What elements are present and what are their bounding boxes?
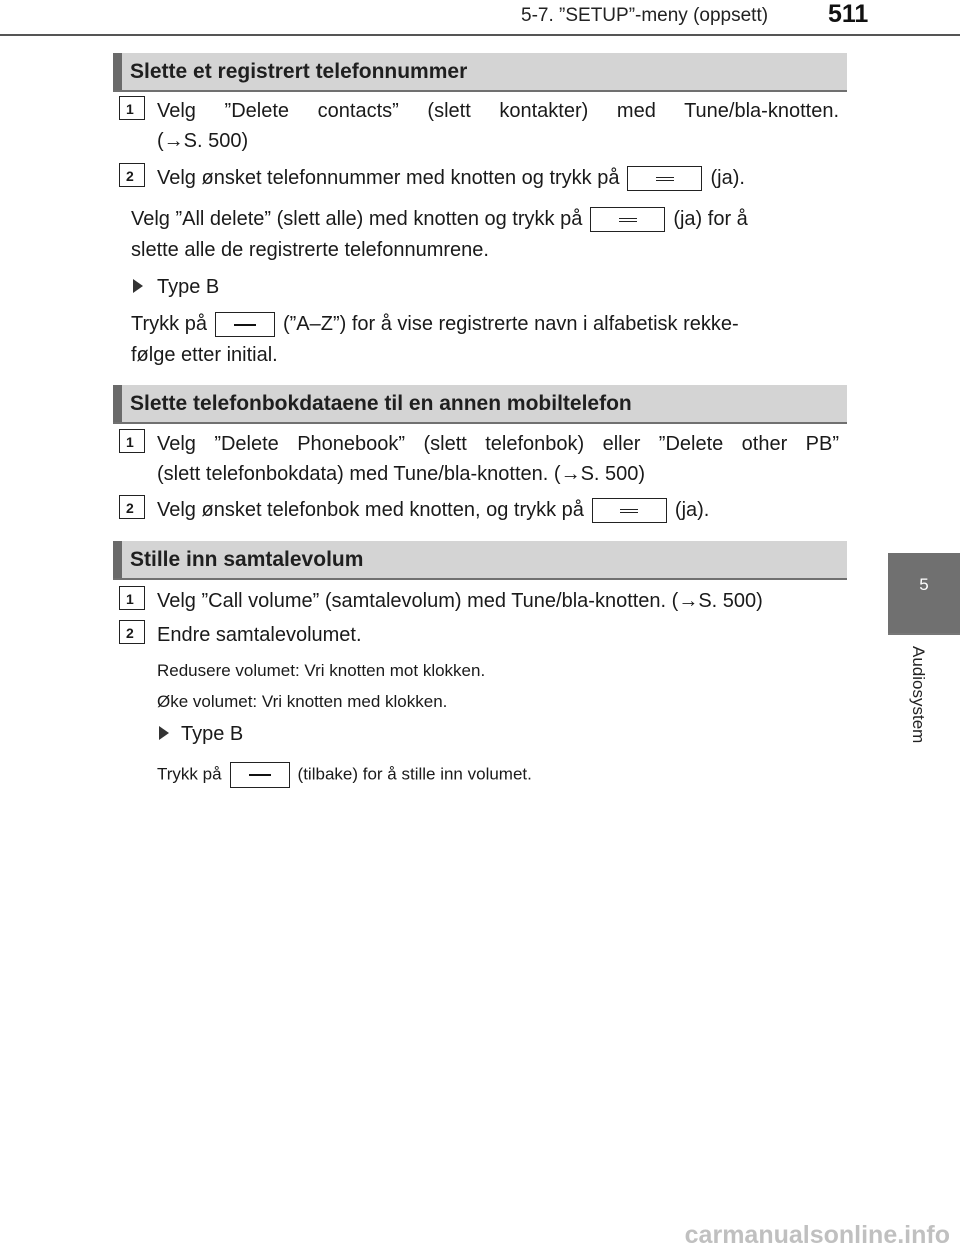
chapter-tab (888, 553, 960, 633)
step-text-suffix: (ja). (710, 167, 745, 189)
step-text-suffix: (ja). (674, 499, 710, 521)
type-text-continued: følge etter initial. (131, 344, 278, 366)
triangle-bullet-icon (133, 279, 143, 293)
back-button-icon (230, 762, 290, 788)
section-heading (113, 385, 847, 424)
type-text (131, 312, 739, 337)
step-text (157, 166, 745, 191)
yes-button-icon (592, 498, 667, 523)
type-prefix: Trykk på (131, 313, 207, 335)
step-number: 2 (119, 495, 145, 519)
section-title: Stille inn samtalevolum (130, 548, 364, 571)
step-text (157, 498, 709, 523)
step-text-main: Velg ønsket telefonbok med knotten, og trykk på (157, 499, 584, 521)
chapter-tab-divider (888, 633, 960, 635)
type-suffix: (tilbake) for å stille inn volumet. (297, 764, 532, 784)
type-prefix: Trykk på (157, 764, 222, 784)
note-suffix: (ja) for å (673, 208, 748, 230)
chapter-number: 5 (919, 575, 929, 594)
section-header: 5-7. ”SETUP”-meny (oppsett) (521, 5, 769, 26)
step-text: Endre samtalevolumet. (157, 624, 362, 646)
note-prefix: Velg ”All delete” (slett alle) med knotten og trykk på (131, 208, 583, 230)
section-title: Slette telefonbokdataene til en annen mobiltelefon (130, 392, 632, 415)
section-heading-bar (113, 541, 122, 578)
type-label: Type B (157, 276, 220, 298)
note-text-continued: slette alle de registrerte telefonnumrene. (131, 239, 489, 261)
header-divider (0, 34, 960, 36)
step-number: 1 (119, 429, 145, 453)
yes-button-icon (590, 207, 665, 232)
note-text (131, 207, 748, 232)
section-heading (113, 53, 847, 92)
dash-icon (249, 774, 271, 776)
step-text: Velg ”Call volume” (samtalevolum) med Tune/bla-knotten. (→S. 500) (157, 590, 763, 612)
type-label: Type B (181, 723, 244, 745)
step-text: Velg ”Delete Phonebook” (slett telefonbok) eller ”Delete other PB” (157, 433, 839, 455)
az-button-icon (215, 312, 275, 337)
section-title: Slette et registrert telefonnummer (130, 60, 468, 83)
step-text: Velg ”Delete contacts” (slett kontakter) med Tune/bla-knotten. (157, 100, 839, 122)
equals-icon (656, 177, 674, 181)
equals-icon (619, 218, 637, 222)
step-number: 2 (119, 620, 145, 644)
type-text (157, 762, 532, 788)
watermark: carmanualsonline.info (684, 1221, 950, 1249)
sub-text: Øke volumet: Vri knotten med klokken. (157, 692, 448, 711)
step-number: 1 (119, 586, 145, 610)
sub-text: Redusere volumet: Vri knotten mot klokken. (157, 661, 486, 680)
triangle-bullet-icon (159, 726, 169, 740)
type-suffix: (”A–Z”) for å vise registrerte navn i alfabetisk rekke- (282, 313, 739, 335)
dash-icon (234, 324, 256, 326)
section-heading (113, 541, 847, 580)
yes-button-icon (627, 166, 702, 191)
section-heading-bar (113, 53, 122, 90)
step-text-main: Velg ønsket telefonnummer med knotten og trykk på (157, 167, 620, 189)
step-number: 1 (119, 96, 145, 120)
equals-icon (620, 509, 638, 513)
page-number: 511 (828, 0, 869, 28)
step-number: 2 (119, 163, 145, 187)
section-heading-bar (113, 385, 122, 422)
step-text-continued: (slett telefonbokdata) med Tune/bla-knotten. (→S. 500) (157, 463, 646, 485)
chapter-label: Audiosystem (909, 646, 928, 744)
step-text-continued: (→S. 500) (157, 130, 249, 152)
